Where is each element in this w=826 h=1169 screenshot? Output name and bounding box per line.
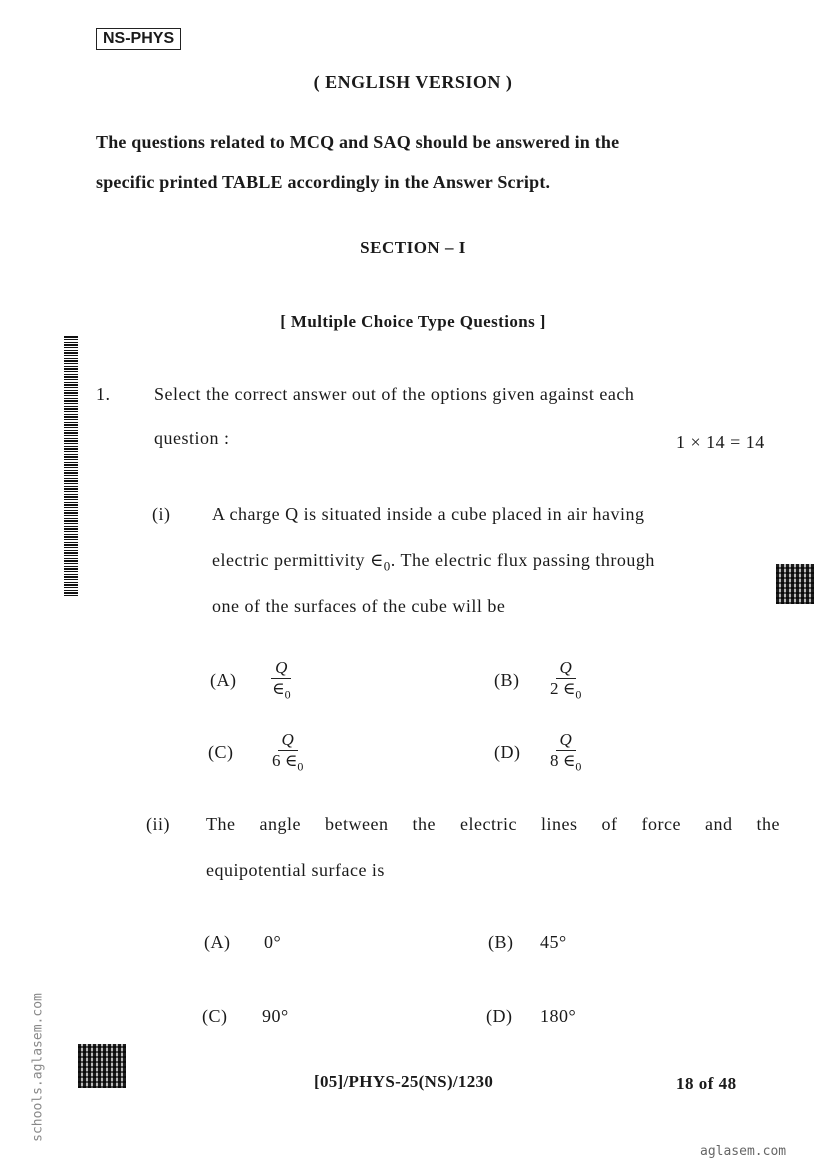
- option-i-d-label: (D): [494, 742, 521, 762]
- instruction-line-1: The questions related to MCQ and SAQ should be answered in the: [96, 132, 620, 152]
- site-watermark: aglasem.com: [700, 1144, 787, 1159]
- option-i-b-fraction: [546, 658, 585, 704]
- line-2-part-a: electric permittivity ∈: [212, 550, 384, 570]
- option-ii-a-label: (A): [204, 932, 231, 952]
- qr-code-footer: [78, 1044, 126, 1088]
- sub-question-ii-label: (ii): [146, 814, 170, 834]
- line-2-subscript: 0: [383, 558, 391, 574]
- option-i-b-sub: 0: [575, 687, 582, 702]
- question-text-line-1: Select the correct answer out of the options given against each: [154, 384, 635, 404]
- option-ii-c-label: (C): [202, 1006, 228, 1026]
- option-i-a-fraction: [268, 658, 295, 704]
- line-2-part-b: . The electric flux passing through: [390, 550, 655, 570]
- option-i-b-den: 2 ∈: [550, 679, 576, 698]
- option-ii-b-label: (B): [488, 932, 514, 952]
- option-i-a-label: (A): [210, 670, 237, 690]
- option-ii-c-value: 90°: [262, 1006, 289, 1026]
- qr-code-right: [776, 564, 814, 604]
- option-i-d-sub: 0: [575, 759, 582, 774]
- option-i-a-num: Q: [271, 658, 291, 679]
- option-i-c-num: Q: [278, 730, 298, 751]
- option-i-d-den: 8 ∈: [550, 751, 576, 770]
- question-marks: 1 × 14 = 14: [676, 432, 765, 452]
- option-i-c-label: (C): [208, 742, 234, 762]
- option-ii-d-label: (D): [486, 1006, 513, 1026]
- sub-question-ii-line-1: The angle between the electric lines of force and the: [206, 814, 780, 834]
- option-i-a-den: ∈: [272, 679, 285, 698]
- section-heading: SECTION – I: [360, 238, 466, 257]
- option-ii-b-value: 45°: [540, 932, 567, 952]
- option-i-b-num: Q: [556, 658, 576, 679]
- option-i-c-fraction: [268, 730, 307, 776]
- footer-paper-code: [05]/PHYS-25(NS)/1230: [314, 1072, 494, 1091]
- instruction-line-2: specific printed TABLE accordingly in the Answer Script.: [96, 172, 551, 192]
- option-i-d-fraction: [546, 730, 585, 776]
- option-i-b-label: (B): [494, 670, 520, 690]
- side-watermark: schools.aglasem.com: [30, 993, 46, 1142]
- paper-code-box: [96, 28, 181, 50]
- sub-question-i-line-1: A charge Q is situated inside a cube placed in air having: [212, 504, 645, 524]
- side-barcode: [64, 336, 78, 598]
- option-ii-d-value: 180°: [540, 1006, 577, 1026]
- option-i-c-sub: 0: [297, 759, 304, 774]
- sub-question-i-label: (i): [152, 504, 171, 524]
- sub-question-i-line-2: [212, 550, 655, 575]
- section-type-heading: [ Multiple Choice Type Questions ]: [280, 312, 546, 331]
- paper-code: NS-PHYS: [103, 30, 175, 47]
- option-i-a-sub: 0: [284, 687, 291, 702]
- option-i-d-num: Q: [556, 730, 576, 751]
- sub-question-i-line-3: one of the surfaces of the cube will be: [212, 596, 506, 616]
- option-ii-a-value: 0°: [264, 932, 282, 952]
- footer-page-number: 18 of 48: [676, 1074, 737, 1093]
- version-heading: ( ENGLISH VERSION ): [313, 72, 513, 92]
- question-text-line-2: question :: [154, 428, 230, 448]
- sub-question-ii-line-2: equipotential surface is: [206, 860, 385, 880]
- question-number: 1.: [96, 384, 111, 404]
- instructions: [96, 122, 796, 202]
- option-i-c-den: 6 ∈: [272, 751, 298, 770]
